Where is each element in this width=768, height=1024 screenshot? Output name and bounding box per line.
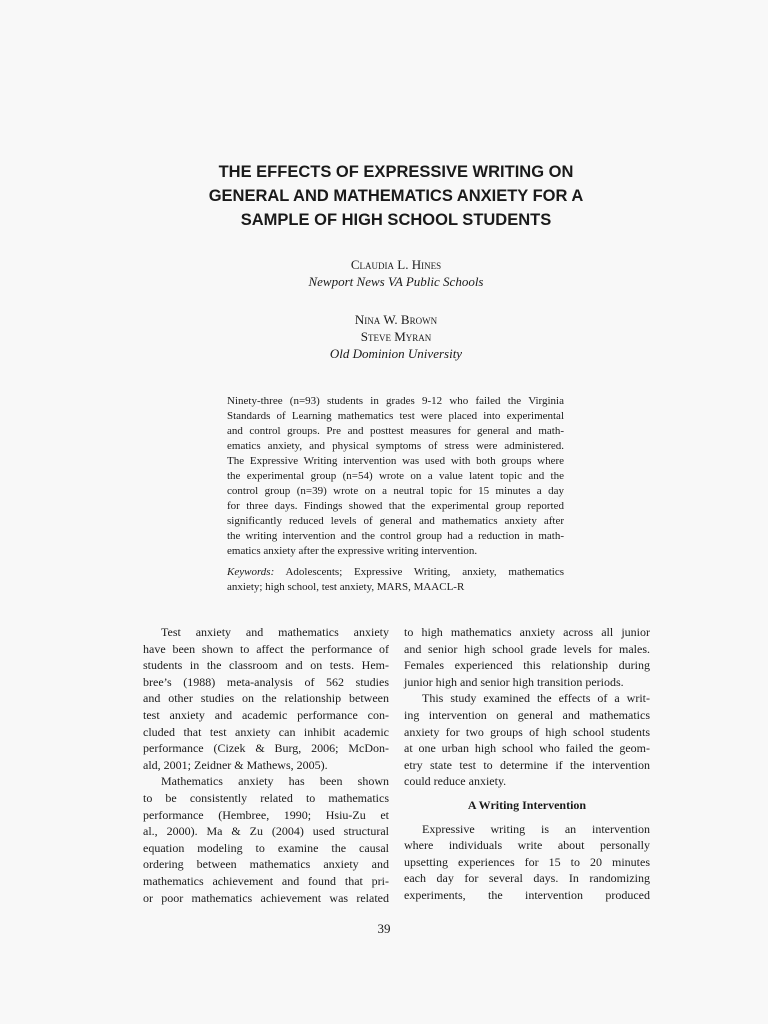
title-line: SAMPLE OF HIGH SCHOOL STUDENTS <box>240 211 552 229</box>
abstract-line: control group (n=39) wrote on a neutral topic for 15 minutes a day <box>227 485 564 497</box>
body-line: Females experienced this relationship during <box>404 658 650 673</box>
body-line: where individuals write about personally <box>404 838 650 853</box>
body-line: al., 2000). Ma & Zu (2004) used structural <box>143 824 389 839</box>
abstract-line: ematics anxiety after the expressive writing intervention. <box>227 545 478 557</box>
body-line: mathematics achievement and found that pri- <box>143 873 389 888</box>
body-column-right <box>404 624 650 904</box>
body-line: Test anxiety and mathematics anxiety <box>161 625 389 639</box>
keywords <box>227 565 564 595</box>
abstract-line: The Expressive Writing intervention was used with both groups where <box>227 455 564 467</box>
keywords-line <box>227 565 564 580</box>
title-line: THE EFFECTS OF EXPRESSIVE WRITING ON <box>218 163 574 181</box>
author-affiliation: Old Dominion University <box>329 346 463 361</box>
section-heading: A Writing Intervention <box>467 797 587 812</box>
body-line: junior high and senior high transition periods. <box>404 674 624 689</box>
abstract-line: Ninety-three (n=93) students in grades 9-12 who failed the Virginia <box>227 395 564 407</box>
author-name: Nina W. Brown <box>354 312 438 327</box>
body-line: upsetting experiences for 15 to 20 minutes <box>404 854 650 869</box>
body-line: to be consistently related to mathematics <box>143 790 389 805</box>
body-line: at one urban high school who failed the geom- <box>404 741 650 756</box>
body-line: students in the classroom and on tests. Hem- <box>143 658 389 673</box>
author-block-1 <box>140 256 652 290</box>
body-line: Mathematics anxiety has been shown <box>161 774 389 789</box>
page-number: 39 <box>377 921 391 936</box>
body-line: cluded that test anxiety can inhibit academic <box>143 724 389 739</box>
body-line: have been shown to affect the performance of <box>143 641 389 656</box>
author-block-2 <box>140 311 652 362</box>
body-line: ordering between mathematics anxiety and <box>143 857 389 872</box>
abstract-line: significantly reduced levels of general and mathematics anxiety after <box>227 515 564 527</box>
title-line: GENERAL AND MATHEMATICS ANXIETY FOR A <box>208 187 584 205</box>
body-line: to high mathematics anxiety across all junior <box>404 625 650 639</box>
author-name: Steve Myran <box>360 329 432 344</box>
body-line: equation modeling to examine the causal <box>143 840 389 855</box>
abstract-line: for three days. Findings showed that the experimental group reported <box>227 500 564 512</box>
abstract-line: the writing intervention and the control group had a reduction in math- <box>227 530 564 542</box>
keywords-label: Keywords: <box>227 566 275 578</box>
abstract-line: Standards of Learning mathematics test were placed into experimental <box>227 410 564 422</box>
keywords-line: anxiety; high school, test anxiety, MARS, MAACL-R <box>227 581 465 593</box>
abstract <box>227 394 564 595</box>
body-line: This study examined the effects of a writ- <box>422 691 650 706</box>
body-line: test anxiety and academic performance con- <box>143 707 389 722</box>
keywords-text: Adolescents; Expressive Writing, anxiety, mathematics <box>285 566 564 578</box>
paper-title <box>140 160 652 232</box>
body-line: and other studies on the relationship between <box>143 691 389 706</box>
body-line: performance (Hembree, 1990; Hsiu-Zu et <box>143 807 389 822</box>
body-line: bree’s (1988) meta-analysis of 562 studies <box>143 674 389 689</box>
author-affiliation: Newport News VA Public Schools <box>308 274 484 289</box>
body-line: each day for several days. In randomizing <box>404 871 650 886</box>
abstract-line: ematics anxiety, and physical symptoms of stress were administered. <box>227 440 564 452</box>
body-line: Expressive writing is an intervention <box>422 821 650 836</box>
body-line: ing intervention on general and mathematics <box>404 707 650 722</box>
body-line: anxiety for two groups of high school students <box>404 724 650 739</box>
body-line: could reduce anxiety. <box>404 774 507 789</box>
body-line: or poor mathematics achievement was related <box>143 890 389 905</box>
abstract-line: the experimental group (n=54) wrote on a value latent topic and the <box>227 470 564 482</box>
body-line: ald, 2001; Zeidner & Mathews, 2005). <box>143 757 328 772</box>
abstract-line: and control groups. Pre and posttest measures for general and math- <box>227 425 564 437</box>
body-line: and senior high school grade levels for males. <box>404 641 650 656</box>
body-line: etry state test to determine if the intervention <box>404 757 650 772</box>
author-name: Claudia L. Hines <box>350 257 442 272</box>
body-line: performance (Cizek & Burg, 2006; McDon- <box>143 741 389 756</box>
body-column-left <box>143 624 389 906</box>
body-line: experiments, the intervention produced <box>404 887 650 902</box>
